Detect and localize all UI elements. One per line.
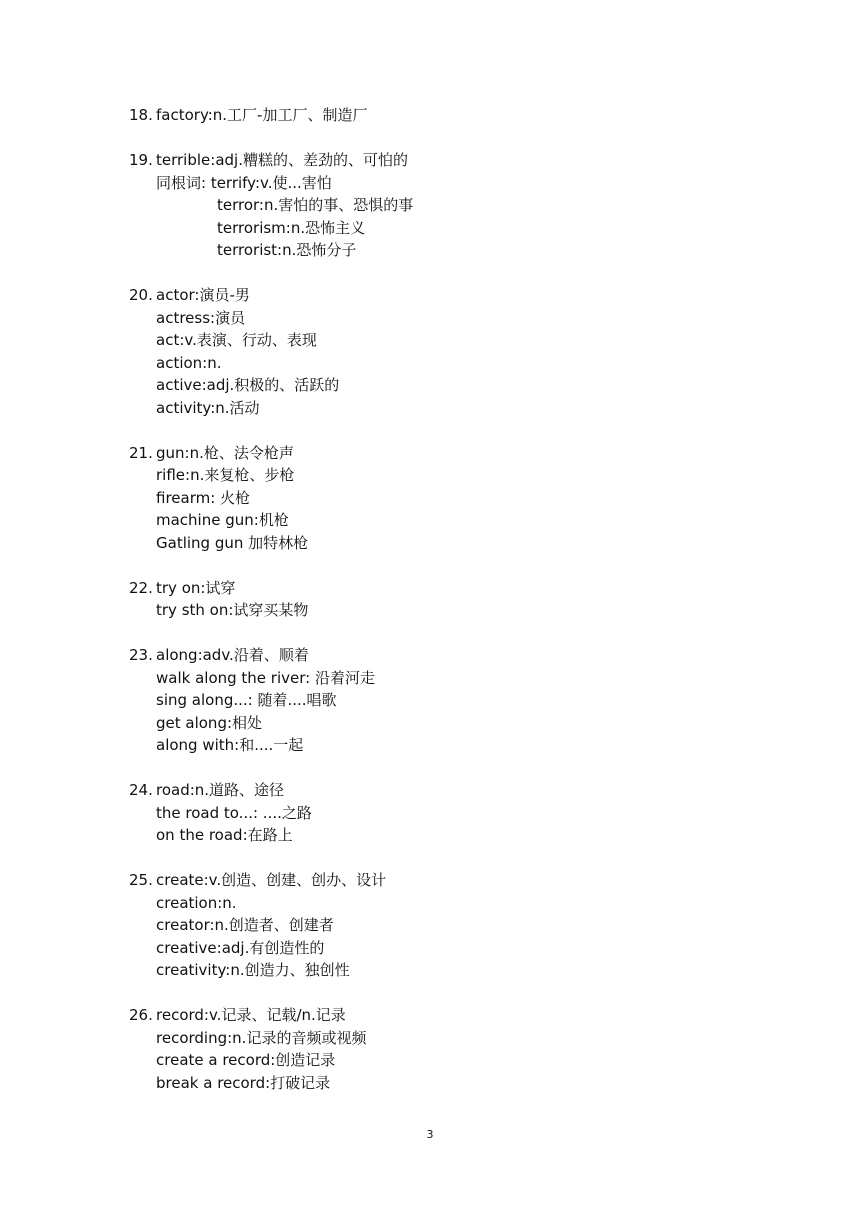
entry-number: 26.	[129, 1006, 153, 1024]
entry-related-line: act:v.表演、行动、表现	[156, 331, 317, 349]
entry-related-line: action:n.	[156, 353, 222, 372]
vocab-entry	[129, 779, 769, 847]
entry-headword-line	[129, 1004, 769, 1027]
entry-related-line: machine gun:机枪	[156, 511, 289, 529]
entry-headword: along:adv.沿着、顺着	[156, 646, 309, 664]
entry-related-line: firearm: 火枪	[156, 488, 251, 507]
entry-related-line: walk along the river: 沿着河走	[156, 668, 375, 687]
page-number: 3	[426, 1128, 434, 1141]
entry-headword-line	[129, 869, 769, 892]
entry-related-line: try sth on:试穿买某物	[156, 601, 309, 619]
vocabulary-list	[129, 104, 769, 1117]
entry-number: 20.	[129, 286, 153, 304]
entry-related-line: creative:adj.有创造性的	[156, 938, 325, 957]
vocab-entry	[129, 1004, 769, 1094]
entry-related-line: terror:n.害怕的事、恐惧的事	[217, 196, 414, 214]
vocab-entry	[129, 644, 769, 757]
entry-number: 24.	[129, 781, 153, 799]
entry-related-line: recording:n.记录的音频或视频	[156, 1028, 367, 1047]
entry-related-line: activity:n.活动	[156, 398, 260, 417]
entry-related-line: active:adj.积极的、活跃的	[156, 376, 340, 394]
entry-related-line: create a record:创造记录	[156, 1051, 336, 1069]
vocab-entry	[129, 284, 769, 419]
entry-related-line: get along:相处	[156, 713, 263, 732]
entry-headword-line	[129, 284, 769, 307]
entry-related-line: creation:n.	[156, 893, 237, 912]
entry-related-line: 同根词: terrify:v.使...害怕	[156, 173, 332, 192]
vocab-entry	[129, 442, 769, 555]
entry-related-line: along with:和....一起	[156, 736, 304, 754]
entry-headword: factory:n.工厂-加工厂、制造厂	[156, 106, 368, 124]
entry-headword-line	[129, 104, 769, 127]
entry-number: 23.	[129, 646, 153, 664]
entry-number: 19.	[129, 151, 153, 169]
entry-headword-line	[129, 779, 769, 802]
entry-number: 18.	[129, 106, 153, 124]
entry-headword: try on:试穿	[156, 578, 236, 597]
entry-headword-line	[129, 644, 769, 667]
entry-related-line: actress:演员	[156, 308, 246, 327]
entry-related-line: Gatling gun 加特林枪	[156, 533, 309, 552]
vocab-entry	[129, 869, 769, 982]
entry-headword: create:v.创造、创建、创办、设计	[156, 871, 387, 889]
entry-related-line: the road to...: ....之路	[156, 803, 312, 822]
entry-headword-line	[129, 149, 769, 172]
entry-headword: gun:n.枪、法令枪声	[156, 443, 294, 462]
entry-headword-line	[129, 442, 769, 465]
entry-number: 22.	[129, 578, 153, 597]
entry-headword: road:n.道路、途径	[156, 781, 285, 799]
entry-related-line: terrorism:n.恐怖主义	[217, 218, 366, 237]
entry-headword: terrible:adj.糟糕的、差劲的、可怕的	[156, 151, 408, 169]
vocab-entry	[129, 577, 769, 622]
entry-related-line: creativity:n.创造力、独创性	[156, 961, 350, 979]
vocab-entry	[129, 104, 769, 127]
entry-number: 21.	[129, 443, 153, 462]
entry-related-line: terrorist:n.恐怖分子	[217, 241, 357, 259]
entry-related-line: rifle:n.来复枪、步枪	[156, 466, 295, 484]
vocab-entry	[129, 149, 769, 262]
entry-headword-line	[129, 577, 769, 600]
entry-related-line: on the road:在路上	[156, 826, 293, 844]
entry-headword: record:v.记录、记载/n.记录	[156, 1006, 346, 1024]
entry-number: 25.	[129, 871, 153, 889]
entry-headword: actor:演员-男	[156, 286, 250, 304]
entry-related-line: creator:n.创造者、创建者	[156, 916, 334, 934]
entry-related-line: sing along...: 随着....唱歌	[156, 691, 337, 709]
entry-related-line: break a record:打破记录	[156, 1073, 331, 1092]
